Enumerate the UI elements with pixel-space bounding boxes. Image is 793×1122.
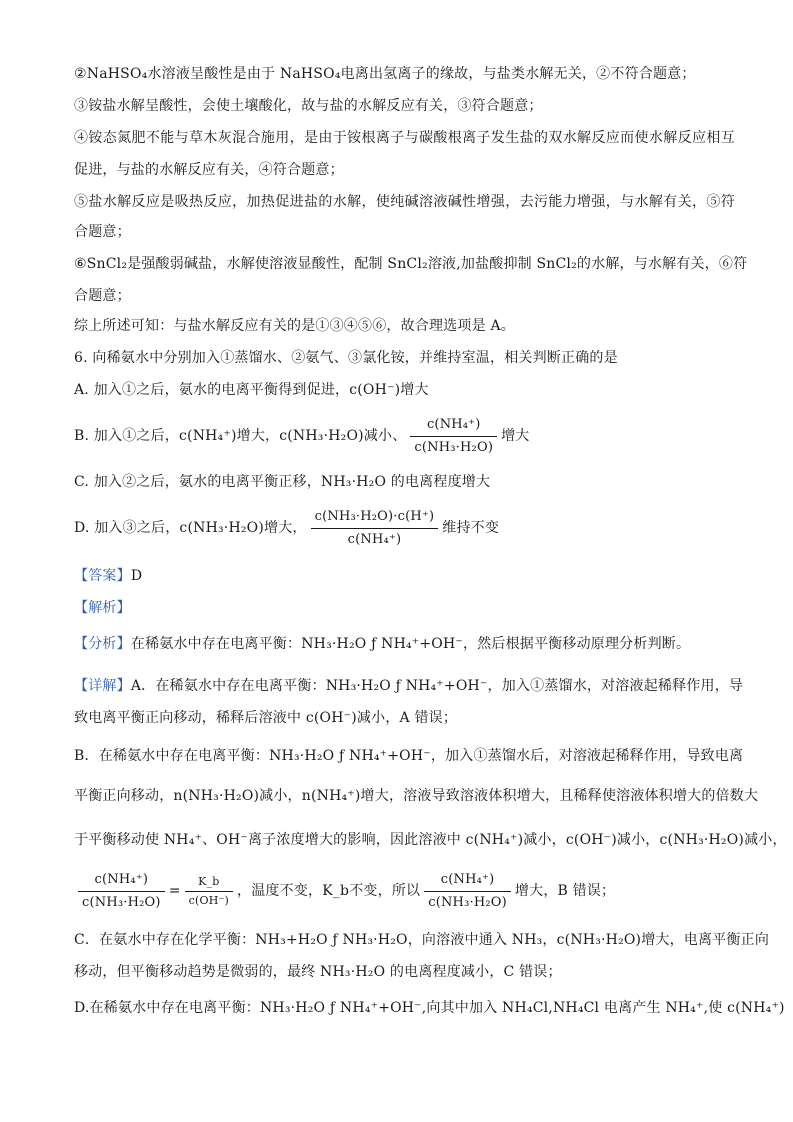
answer-value: D <box>130 568 143 584</box>
line-item-4-a: ④铵态氮肥不能与草木灰混合施用，是由于铵根离子与碳酸根离子发生盐的双水解反应而使水解反应相互 <box>74 130 735 146</box>
detail-text-a: A．在稀氨水中存在电离平衡：NH₃·H₂O ƒ NH₄⁺+OH⁻，加入①蒸馏水，对溶液起稀释作用，导 <box>130 678 744 694</box>
fraction-numerator: c(NH₄⁺) <box>78 871 165 892</box>
line-item-2: ②NaHSO₄水溶液呈酸性是由于 NaHSO₄电离出氢离子的缘故，与盐类水解无关，②不符合题意； <box>74 66 696 82</box>
fenxi-text: 在稀氨水中存在电离平衡：NH₃·H₂O ƒ NH₄⁺+OH⁻，然后根据平衡移动原理分析判断。 <box>130 636 691 652</box>
answer-tag: 【答案】 <box>74 568 131 584</box>
line-item-5-b: 合题意； <box>74 224 131 240</box>
detail-line-7: C．在氨水中存在化学平衡：NH₃+H₂O ƒ NH₃·H₂O，向溶液中通入 NH₃，c(NH₃·H₂O)增大，电离平衡正向 <box>74 932 770 948</box>
line-item-6-a: ⑥SnCl₂是强酸弱碱盐，水解使溶液显酸性，配制 SnCl₂溶液,加盐酸抑制 SnCl₂的水解，与水解有关，⑥符 <box>74 256 748 272</box>
xiangjie-tag: 【详解】 <box>74 678 131 694</box>
ratio-fraction-1 <box>78 871 165 912</box>
fraction-denominator: c(NH₃·H₂O) <box>82 894 161 910</box>
analysis-tag: 【解析】 <box>74 600 131 616</box>
option-d-fraction <box>311 508 439 549</box>
fraction-numerator: c(NH₄⁺) <box>410 416 497 437</box>
detail-line-5: 于平衡移动使 NH₄⁺、OH⁻离子浓度增大的影响，因此溶液中 c(NH₄⁺)减小，c(OH⁻)减小，c(NH₃·H₂O)减小， <box>74 832 787 848</box>
line-item-6-b: 合题意； <box>74 288 131 304</box>
fraction-denominator: c(OH⁻) <box>188 893 229 907</box>
fraction-denominator: c(NH₃·H₂O) <box>414 439 494 455</box>
option-b-suffix: 增大 <box>501 428 530 444</box>
analysis-heading <box>74 598 735 618</box>
option-b <box>74 414 735 458</box>
fraction-numerator: c(NH₃·H₂O)·c(H⁺) <box>311 508 439 529</box>
detail-line-3: B．在稀氨水中存在电离平衡：NH₃·H₂O ƒ NH₄⁺+OH⁻，加入①蒸馏水后，对溶液起稀释作用，导致电离 <box>74 748 744 764</box>
equals-sign: = <box>168 883 181 899</box>
line-item-3: ③铵盐水解呈酸性，会使土壤酸化，故与盐的水解反应有关，③符合题意； <box>74 98 543 114</box>
detail-line-4: 平衡正向移动，n(NH₃·H₂O)减小，n(NH₄⁺)增大，溶液导致溶液体积增大，且稀释使溶液体积增大的倍数大 <box>74 788 759 804</box>
ratio-fraction-2 <box>185 875 233 908</box>
summary-line: 综上所述可知：与盐水解反应有关的是①③④⑤⑥，故合理选项是 A。 <box>74 318 515 334</box>
ratio-fraction-3 <box>424 871 511 912</box>
detail-line-2: 致电离平衡正向移动，稀释后溶液中 c(OH⁻)减小，A 错误； <box>74 710 458 726</box>
question-6-stem: 6. 向稀氨水中分别加入①蒸馏水、②氨气、③氯化铵，并维持室温，相关判断正确的是 <box>74 350 618 366</box>
fraction-denominator: c(NH₃·H₂O) <box>428 894 507 910</box>
line-item-5-a: ⑤盐水解反应是吸热反应，加热促进盐的水解，使纯碱溶液碱性增强，去污能力增强，与水解有关，⑤符 <box>74 194 735 210</box>
detail-mid-text: ，温度不变，K_b不变，所以 <box>237 883 421 899</box>
option-b-fraction <box>410 416 497 457</box>
line-item-4-b: 促进，与盐的水解反应有关，④符合题意； <box>74 162 344 178</box>
option-d-suffix: 维持不变 <box>442 520 500 536</box>
option-a: A. 加入①之后，氨水的电离平衡得到促进，c(OH⁻)增大 <box>74 382 429 398</box>
detail-line-1 <box>74 676 744 696</box>
fraction-denominator: c(NH₄⁺) <box>347 531 402 547</box>
detail-line-6 <box>74 866 735 916</box>
fraction-numerator: K_b <box>185 875 233 892</box>
option-d <box>74 506 735 550</box>
fraction-numerator: c(NH₄⁺) <box>424 871 511 892</box>
fenxi-line <box>74 634 735 654</box>
option-c: C. 加入②之后，氨水的电离平衡正移，NH₃·H₂O 的电离程度增大 <box>74 474 491 490</box>
detail-line-8: 移动，但平衡移动趋势是微弱的，最终 NH₃·H₂O 的电离程度减小，C 错误； <box>74 964 562 980</box>
option-b-text: B. 加入①之后，c(NH₄⁺)增大，c(NH₃·H₂O)减小、 <box>74 428 407 444</box>
fenxi-tag: 【分析】 <box>74 636 131 652</box>
detail-line-9: D.在稀氨水中存在电离平衡：NH₃·H₂O ƒ NH₄⁺+OH⁻,向其中加入 NH₄Cl,NH₄Cl 电离产生 NH₄⁺,使 c(NH₄⁺) <box>74 1000 785 1016</box>
answer-line <box>74 566 735 586</box>
detail-suffix-text: 增大，B 错误； <box>514 883 616 899</box>
option-d-text: D. 加入③之后，c(NH₃·H₂O)增大， <box>74 520 307 536</box>
